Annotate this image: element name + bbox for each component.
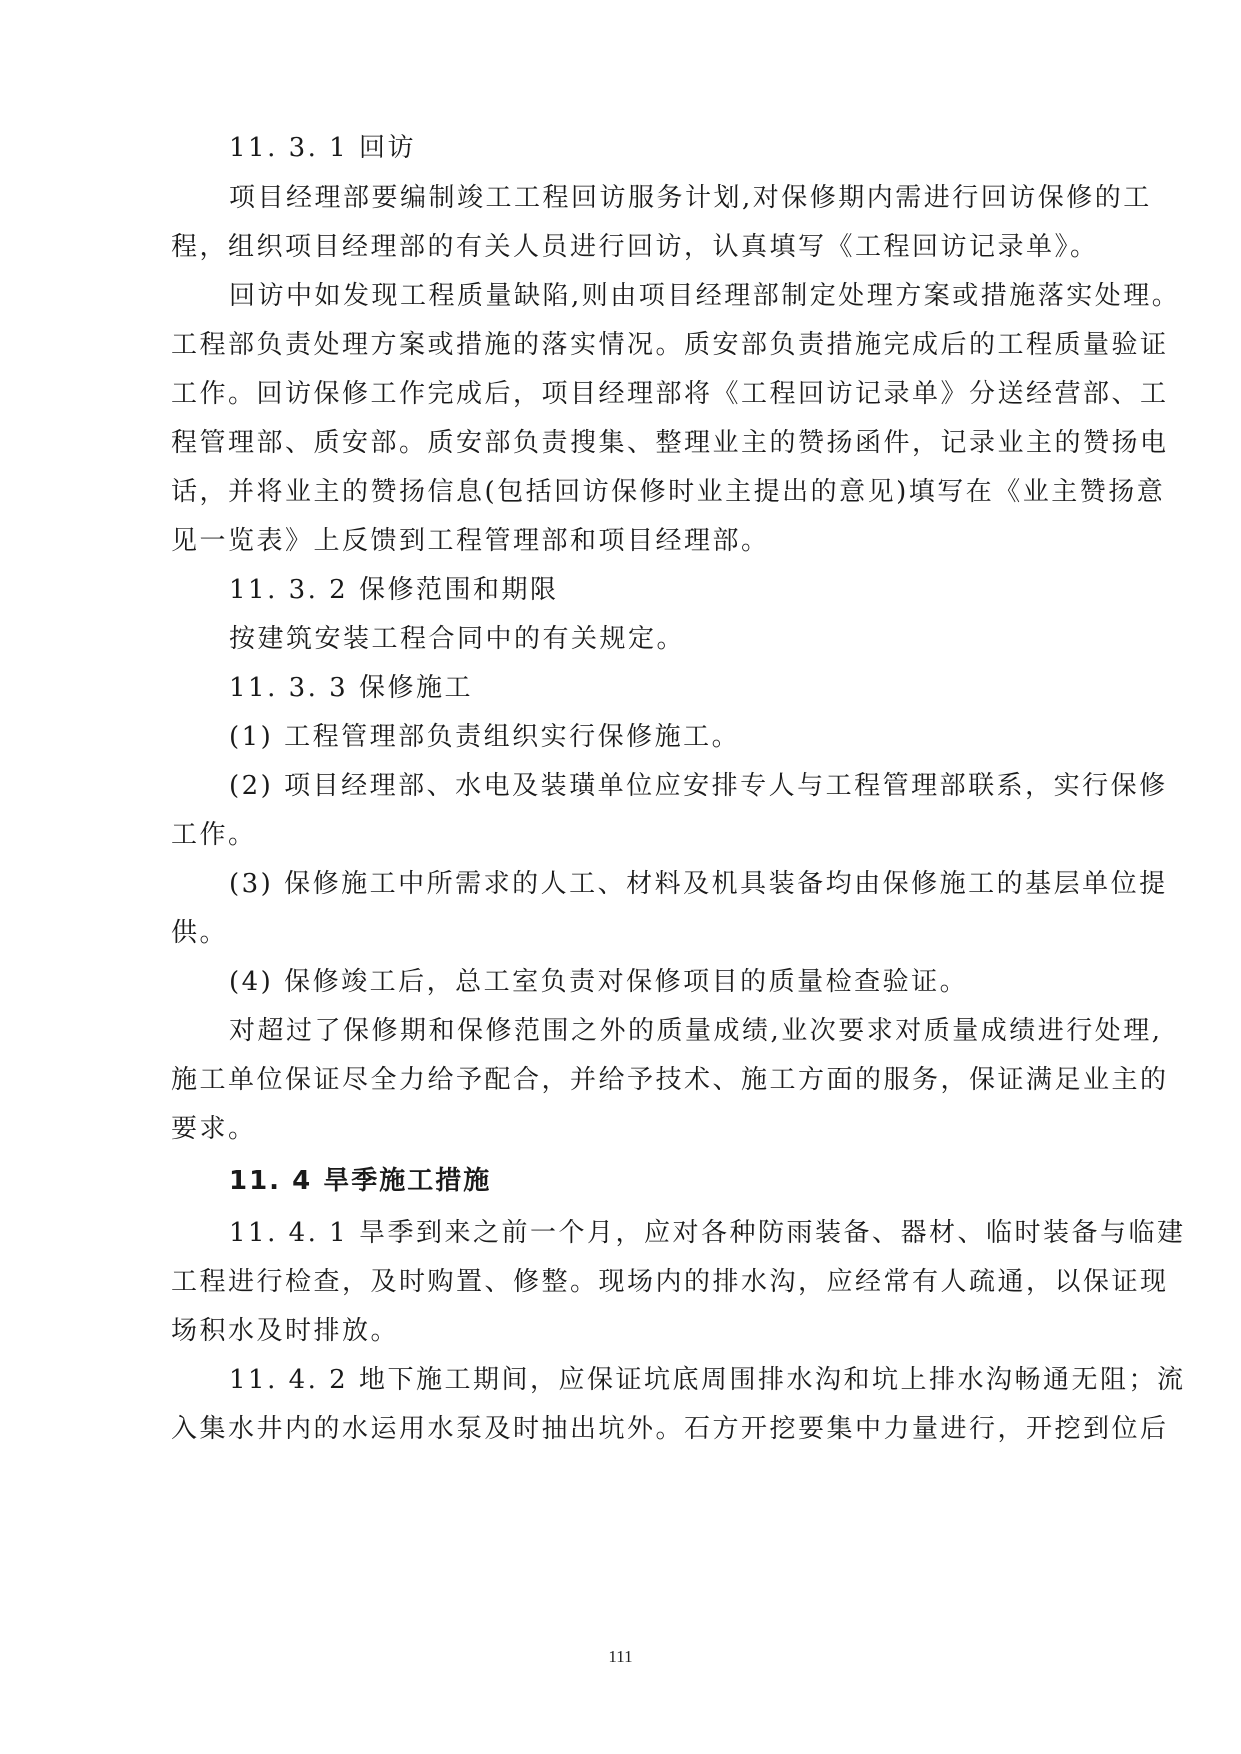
section-heading-11-3-1: 11. 3. 1 回访 [229,133,416,163]
paragraph-line: 工程部负责处理方案或措施的落实情况。质安部负责措施完成后的工程质量验证 [171,330,1169,360]
section-heading-11-4: 11. 4 旱季施工措施 [229,1166,492,1196]
paragraph-line: 按建筑安装工程合同中的有关规定。 [229,624,686,654]
paragraph-line: 场积水及时排放。 [171,1316,400,1346]
paragraph-line: 11. 4. 2 地下施工期间，应保证坑底周围排水沟和坑上排水沟畅通无阻；流 [229,1365,1186,1395]
paragraph-line: 要求。 [171,1114,257,1144]
paragraph-line: 回访中如发现工程质量缺陷,则由项目经理部制定处理方案或措施落实处理。 [229,281,1181,311]
paragraph-line: 工程进行检查，及时购置、修整。现场内的排水沟，应经常有人疏通，以保证现 [171,1267,1169,1297]
paragraph-line: 施工单位保证尽全力给予配合，并给予技术、施工方面的服务，保证满足业主的 [171,1065,1169,1095]
list-item-continuation: 工作。 [171,820,257,850]
paragraph-line: 项目经理部要编制竣工工程回访服务计划,对保修期内需进行回访保修的工 [229,183,1152,213]
page-number: 111 [608,1647,633,1666]
section-heading-11-3-2: 11. 3. 2 保修范围和期限 [229,575,559,605]
paragraph-line: 入集水井内的水运用水泵及时抽出坑外。石方开挖要集中力量进行，开挖到位后 [171,1414,1169,1444]
paragraph-line: 见一览表》上反馈到工程管理部和项目经理部。 [171,526,770,556]
paragraph-line: 对超过了保修期和保修范围之外的质量成绩,业次要求对质量成绩进行处理, [229,1016,1163,1046]
paragraph-line: 程管理部、质安部。质安部负责搜集、整理业主的赞扬函件，记录业主的赞扬电 [171,428,1169,458]
paragraph-line: 话，并将业主的赞扬信息(包括回访保修时业主提出的意见)填写在《业主赞扬意 [171,477,1166,507]
list-item: (4) 保修竣工后，总工室负责对保修项目的质量检查验证。 [229,967,969,997]
list-item: (1) 工程管理部负责组织实行保修施工。 [229,722,741,752]
section-heading-11-3-3: 11. 3. 3 保修施工 [229,673,473,703]
list-item: (2) 项目经理部、水电及装璜单位应安排专人与工程管理部联系，实行保修 [229,771,1168,801]
paragraph-line: 11. 4. 1 旱季到来之前一个月，应对各种防雨装备、器材、临时装备与临建 [229,1218,1186,1248]
paragraph-line: 工作。回访保修工作完成后，项目经理部将《工程回访记录单》分送经营部、工 [171,379,1169,409]
paragraph-line: 程，组织项目经理部的有关人员进行回访，认真填写《工程回访记录单》。 [171,232,1099,262]
list-item: (3) 保修施工中所需求的人工、材料及机具装备均由保修施工的基层单位提 [229,869,1168,899]
list-item-continuation: 供。 [171,918,229,948]
